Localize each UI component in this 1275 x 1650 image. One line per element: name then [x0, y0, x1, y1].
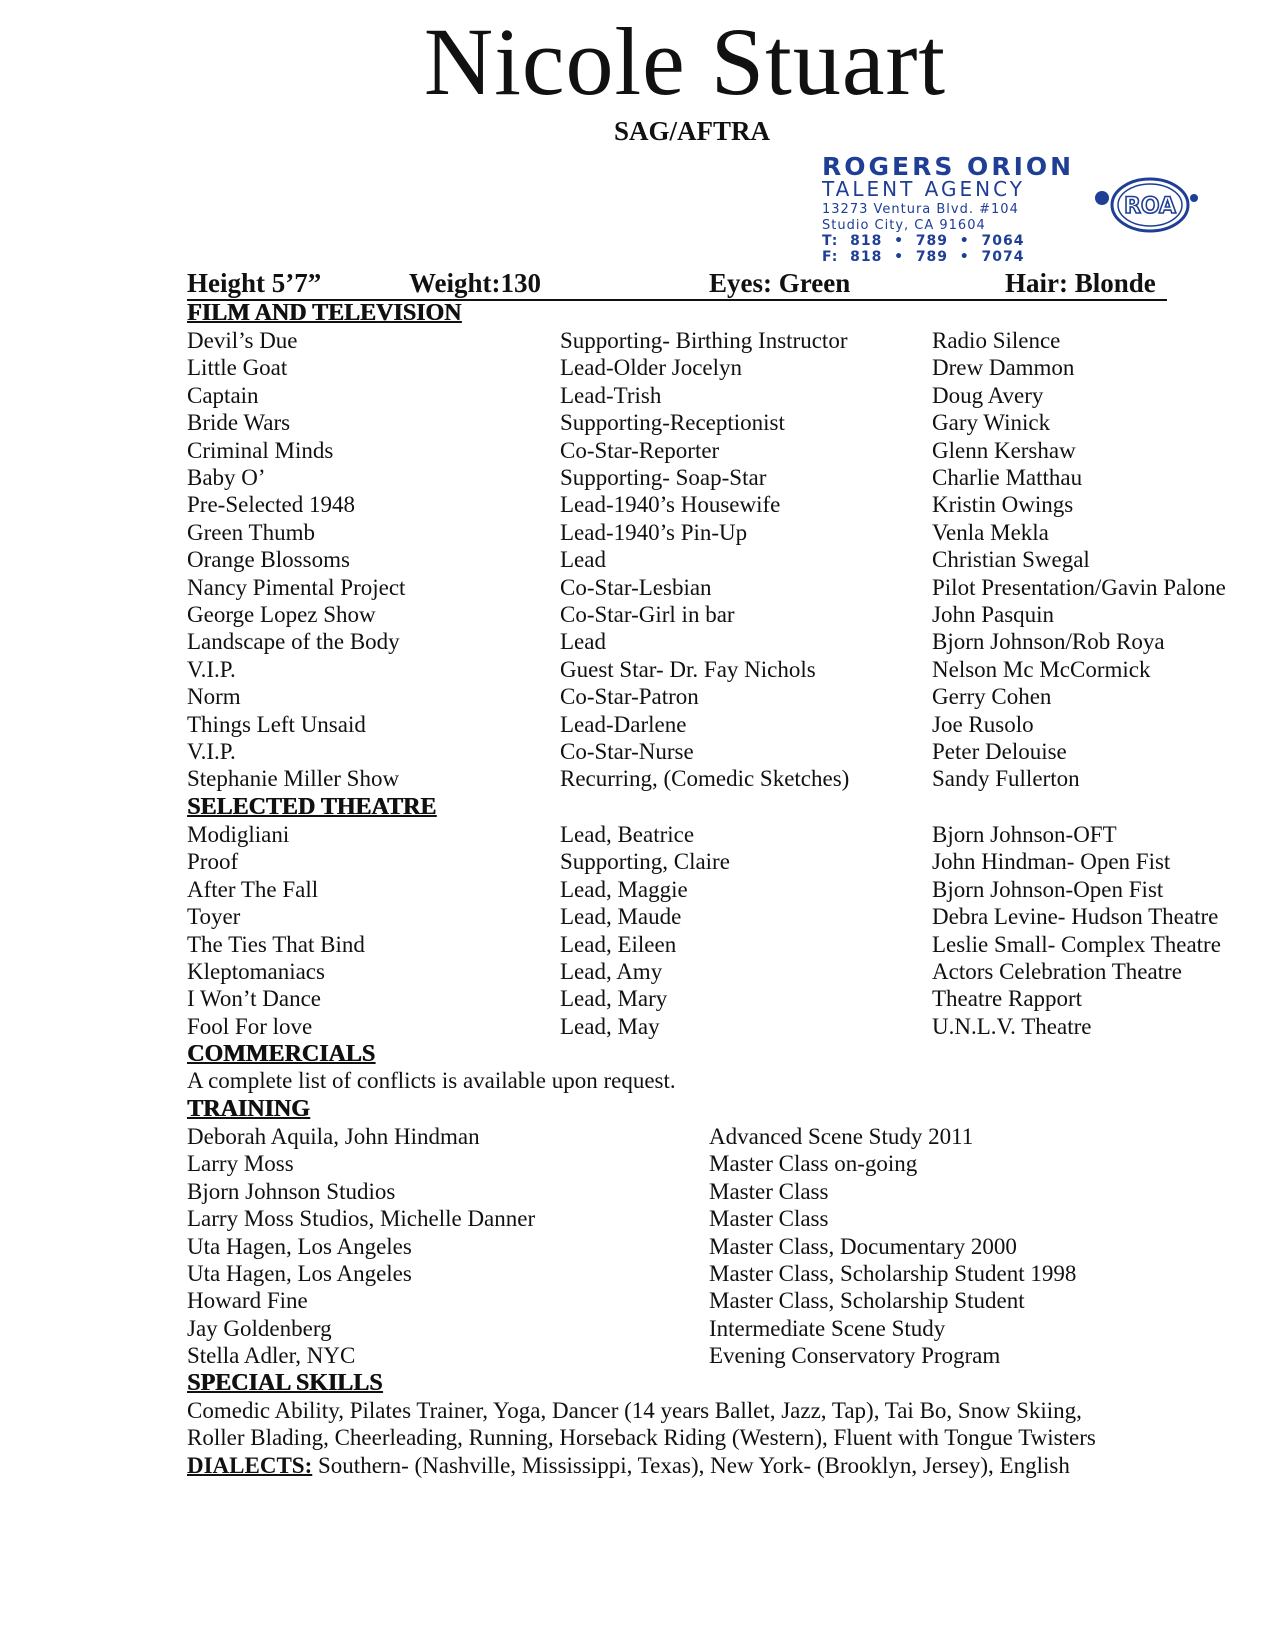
theatre-heading: SELECTED THEATRE — [187, 794, 437, 820]
table-row — [0, 849, 1275, 877]
credit-director: U.N.L.V. Theatre — [932, 1013, 1092, 1039]
credit-role: Recurring, (Comedic Sketches) — [560, 766, 850, 792]
table-row — [0, 328, 1275, 356]
credit-title: Bride Wars — [187, 410, 291, 436]
roa-badge-icon — [1090, 172, 1202, 242]
credit-title: V.I.P. — [187, 739, 236, 764]
table-row — [0, 355, 1275, 383]
credit-director: Gary Winick — [932, 410, 1051, 436]
credit-title: Modigliani — [187, 822, 290, 847]
eyes-stat: Eyes: Green — [709, 268, 851, 298]
table-row — [0, 629, 1275, 657]
credit-director: Bjorn Johnson/Rob Roya — [932, 629, 1165, 655]
training-course: Master Class, Documentary 2000 — [709, 1233, 1017, 1259]
credit-title: Pre-Selected 1948 — [187, 492, 355, 518]
credit-title: After The Fall — [187, 876, 319, 902]
table-row — [0, 1151, 1275, 1179]
credit-director: Radio Silence — [932, 328, 1061, 353]
credit-director: Joe Rusolo — [932, 711, 1034, 737]
credit-role: Lead, Maggie — [560, 876, 688, 902]
credit-director: Drew Dammon — [932, 355, 1075, 381]
table-row — [0, 1261, 1275, 1289]
special-skills-heading: SPECIAL SKILLS — [187, 1370, 383, 1396]
table-row — [0, 547, 1275, 575]
credit-director: Leslie Small- Complex Theatre — [932, 931, 1221, 957]
training-instructor: Uta Hagen, Los Angeles — [187, 1233, 412, 1259]
credit-title: Fool For love — [187, 1013, 313, 1039]
training-course: Advanced Scene Study 2011 — [709, 1124, 974, 1149]
credit-role: Co-Star-Lesbian — [560, 574, 712, 600]
credit-role: Co-Star-Nurse — [560, 739, 694, 764]
training-course: Master Class — [709, 1178, 829, 1204]
table-row — [0, 904, 1275, 932]
dialects-label: DIALECTS: — [187, 1453, 313, 1478]
credit-director: Gerry Cohen — [932, 684, 1052, 710]
agency-phone: T: 818 • 789 • 7064 — [822, 233, 1025, 249]
table-row — [0, 520, 1275, 548]
agency-address-line1: 13273 Ventura Blvd. #104 — [822, 202, 1019, 217]
table-row — [0, 1179, 1275, 1207]
credit-role: Lead-Darlene — [560, 711, 687, 737]
credit-role: Supporting, Claire — [560, 849, 730, 875]
training-course: Master Class on-going — [709, 1151, 918, 1177]
weight-stat: Weight:130 — [409, 268, 541, 298]
agency-logo — [822, 152, 1202, 267]
credit-role: Supporting-Receptionist — [560, 410, 785, 436]
table-row — [0, 739, 1275, 767]
credit-director: Doug Avery — [932, 382, 1044, 408]
agency-address-line2: Studio City, CA 91604 — [822, 218, 986, 233]
credit-role: Co-Star-Girl in bar — [560, 602, 735, 627]
credit-role: Supporting- Soap-Star — [560, 465, 767, 490]
credit-title: The Ties That Bind — [187, 931, 365, 957]
credit-title: Norm — [187, 684, 241, 710]
credit-director: Charlie Matthau — [932, 465, 1083, 490]
credit-role: Lead, Maude — [560, 904, 682, 930]
physical-stats — [187, 268, 1167, 302]
table-row — [0, 575, 1275, 603]
special-skills-line1: Comedic Ability, Pilates Trainer, Yoga, Dancer (14 years Ballet, Jazz, Tap), Tai Bo, Snow Skiing, — [187, 1398, 1082, 1423]
credit-role: Lead, Eileen — [560, 931, 677, 957]
credit-role: Lead — [560, 547, 606, 573]
credit-director: Glenn Kershaw — [932, 437, 1076, 463]
table-row — [0, 712, 1275, 740]
credit-director: Kristin Owings — [932, 492, 1074, 518]
table-row — [0, 1234, 1275, 1262]
table-row — [0, 959, 1275, 987]
credit-role: Lead, Mary — [560, 986, 668, 1012]
film-tv-heading: FILM AND TELEVISION — [187, 300, 462, 326]
credit-title: George Lopez Show — [187, 602, 376, 627]
credit-title: Orange Blossoms — [187, 547, 350, 573]
credit-director: John Hindman- Open Fist — [932, 849, 1171, 875]
table-row — [0, 684, 1275, 712]
dialects-text: Southern- (Nashville, Mississippi, Texas), New York- (Brooklyn, Jersey), English — [312, 1453, 1070, 1478]
table-row — [0, 766, 1275, 794]
credit-title: Baby O’ — [187, 465, 266, 490]
credit-director: Nelson Mc McCormick — [932, 656, 1151, 682]
training-instructor: Larry Moss — [187, 1151, 294, 1177]
credit-role: Lead-Older Jocelyn — [560, 355, 743, 381]
credit-title: Devil’s Due — [187, 328, 298, 353]
agency-fax: F: 818 • 789 • 7074 — [822, 249, 1025, 265]
training-course: Master Class, Scholarship Student — [709, 1288, 1025, 1314]
credit-role: Supporting- Birthing Instructor — [560, 328, 848, 353]
training-heading: TRAINING — [187, 1096, 310, 1122]
dialects — [187, 1453, 1070, 1479]
credit-role: Co-Star-Patron — [560, 684, 699, 710]
credit-title: Landscape of the Body — [187, 629, 400, 655]
credit-director: Bjorn Johnson-OFT — [932, 822, 1117, 847]
training-instructor: Stella Adler, NYC — [187, 1343, 356, 1369]
training-instructor: Uta Hagen, Los Angeles — [187, 1261, 412, 1286]
table-row — [0, 877, 1275, 905]
credit-role: Lead-1940’s Housewife — [560, 492, 781, 518]
table-row — [0, 1206, 1275, 1234]
credit-role: Lead, Beatrice — [560, 822, 695, 847]
credit-title: Proof — [187, 849, 239, 875]
credit-role: Lead, May — [560, 1013, 660, 1039]
credit-director: Theatre Rapport — [932, 986, 1083, 1012]
credit-title: V.I.P. — [187, 656, 236, 682]
table-row — [0, 932, 1275, 960]
commercials-heading: COMMERCIALS — [187, 1041, 376, 1067]
credit-director: John Pasquin — [932, 602, 1055, 627]
actor-name: Nicole Stuart — [423, 8, 947, 115]
union-affiliation: SAG/AFTRA — [614, 116, 771, 146]
training-course: Master Class — [709, 1206, 829, 1232]
table-row — [0, 465, 1275, 493]
special-skills-line2: Roller Blading, Cheerleading, Running, Horseback Riding (Western), Fluent with Tongue Twisters — [187, 1425, 1096, 1450]
credit-director: Sandy Fullerton — [932, 766, 1080, 792]
table-row — [0, 822, 1275, 850]
table-row — [0, 986, 1275, 1014]
table-row — [0, 1343, 1275, 1371]
table-row — [0, 657, 1275, 685]
training-instructor: Deborah Aquila, John Hindman — [187, 1124, 480, 1149]
training-course: Evening Conservatory Program — [709, 1343, 1001, 1369]
credit-director: Venla Mekla — [932, 519, 1049, 545]
credit-role: Lead, Amy — [560, 959, 663, 984]
table-row — [0, 1316, 1275, 1344]
training-course: Intermediate Scene Study — [709, 1315, 946, 1341]
roa-badge-text: ROA — [1123, 194, 1177, 219]
credit-role: Lead-Trish — [560, 382, 662, 408]
table-row — [0, 602, 1275, 630]
credit-director: Christian Swegal — [932, 547, 1090, 573]
credit-title: Kleptomaniacs — [187, 959, 325, 984]
credit-director: Debra Levine- Hudson Theatre — [932, 904, 1219, 930]
table-row — [0, 1288, 1275, 1316]
credit-title: Things Left Unsaid — [187, 711, 366, 737]
height-stat: Height 5’7” — [187, 268, 322, 298]
credit-title: Stephanie Miller Show — [187, 766, 400, 792]
credit-director: Bjorn Johnson-Open Fist — [932, 876, 1164, 902]
training-instructor: Howard Fine — [187, 1288, 308, 1314]
credit-role: Lead-1940’s Pin-Up — [560, 519, 748, 545]
credit-role: Guest Star- Dr. Fay Nichols — [560, 656, 816, 682]
training-instructor: Jay Goldenberg — [187, 1315, 332, 1341]
credit-title: I Won’t Dance — [187, 986, 321, 1012]
table-row — [0, 383, 1275, 411]
table-row — [0, 438, 1275, 466]
credit-title: Criminal Minds — [187, 437, 334, 463]
table-row — [0, 1124, 1275, 1152]
credit-director: Actors Celebration Theatre — [932, 959, 1182, 984]
credit-role: Co-Star-Reporter — [560, 437, 720, 463]
training-course: Master Class, Scholarship Student 1998 — [709, 1261, 1077, 1286]
table-row — [0, 492, 1275, 520]
credit-title: Nancy Pimental Project — [187, 574, 406, 600]
training-instructor: Larry Moss Studios, Michelle Danner — [187, 1206, 536, 1232]
credit-title: Green Thumb — [187, 519, 315, 545]
agency-subtitle: TALENT AGENCY — [822, 177, 1025, 201]
agency-name: ROGERS ORION — [822, 152, 1075, 181]
credit-director: Pilot Presentation/Gavin Palone — [932, 574, 1226, 600]
credit-title: Toyer — [187, 904, 241, 930]
credit-title: Captain — [187, 382, 259, 408]
credit-director: Peter Delouise — [932, 739, 1067, 764]
credit-title: Little Goat — [187, 355, 288, 381]
table-row — [0, 1014, 1275, 1042]
commercials-note: A complete list of conflicts is available upon request. — [187, 1068, 676, 1093]
hair-stat: Hair: Blonde — [1005, 268, 1156, 298]
credit-role: Lead — [560, 629, 606, 655]
table-row — [0, 410, 1275, 438]
training-instructor: Bjorn Johnson Studios — [187, 1178, 396, 1204]
